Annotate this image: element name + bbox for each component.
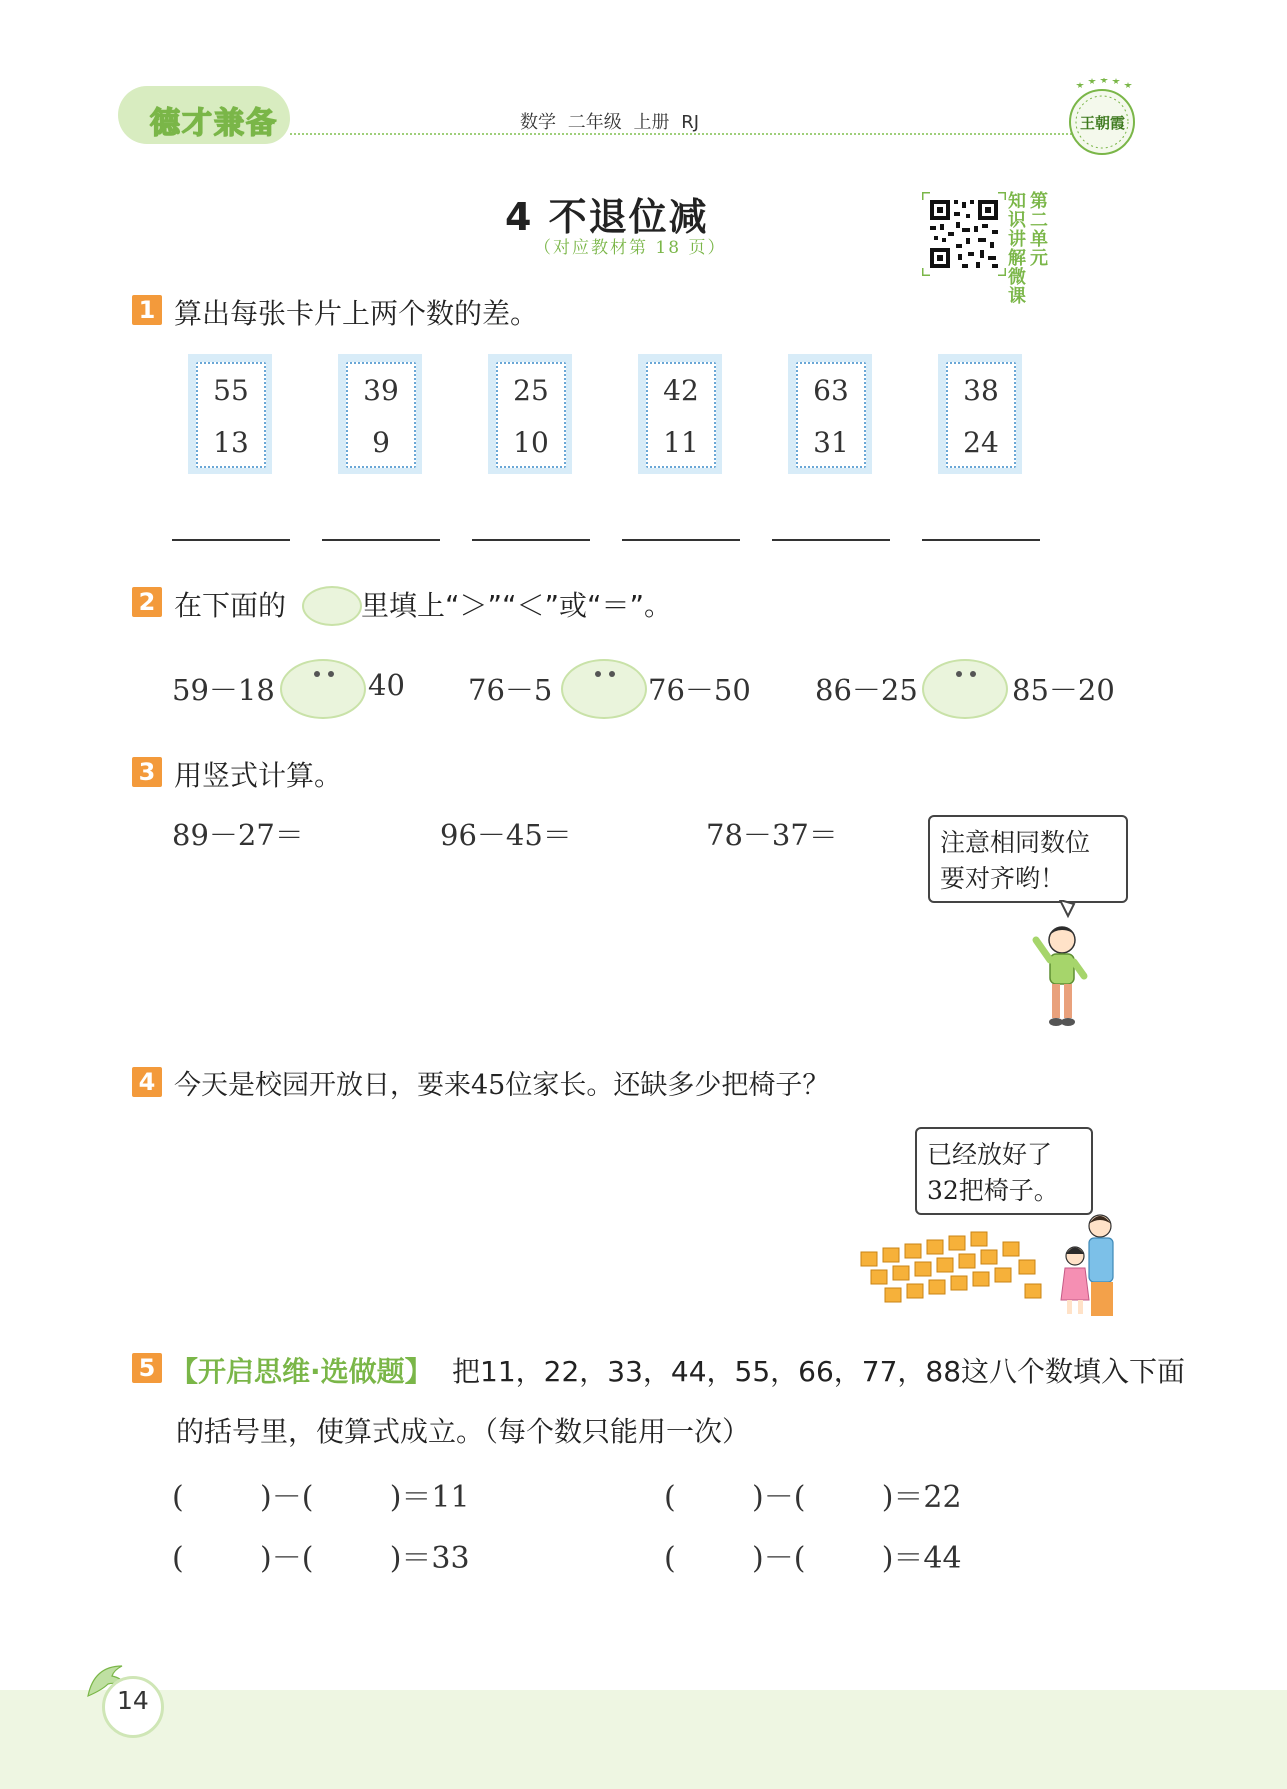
fill-paren-equation[interactable]: ( )－( )＝11 — [172, 1480, 470, 1515]
vertical-calc-problem: 89－27＝ — [172, 818, 304, 852]
compare-left-expression: 76－5 — [468, 673, 553, 707]
question-1-text: 算出每张卡片上两个数的差。 — [174, 297, 539, 330]
bubble-line-2: 32把椅子。 — [927, 1176, 1059, 1205]
card-top-number: 25 — [513, 374, 549, 407]
question-number: 2 — [132, 587, 162, 617]
chairs-and-people-illustration — [855, 1212, 1135, 1320]
question-number: 3 — [132, 757, 162, 787]
question-number: 5 — [132, 1353, 162, 1383]
number-card — [938, 354, 1022, 474]
fill-paren-equation[interactable]: ( )－( )＝33 — [172, 1541, 470, 1576]
question-3-text: 用竖式计算。 — [174, 759, 343, 792]
answer-blank[interactable] — [622, 539, 740, 541]
bubble-line-1: 已经放好了 — [927, 1140, 1053, 1169]
side-label-course: 知识讲解微课 — [1008, 191, 1026, 307]
number-card — [638, 354, 722, 474]
compare-right-expression: 85－20 — [1012, 673, 1115, 707]
compare-left-expression: 59－18 — [172, 673, 275, 707]
side-label-unit: 第二单元 — [1030, 191, 1048, 269]
card-top-number: 39 — [363, 374, 399, 407]
number-card — [488, 354, 572, 474]
tip-line-1: 注意相同数位 — [940, 828, 1091, 857]
question-5-text-line2: 的括号里，使算式成立。（每个数只能用一次） — [176, 1415, 751, 1448]
fill-paren-equation[interactable]: ( )－( )＝44 — [664, 1541, 962, 1576]
question-number: 4 — [132, 1067, 162, 1097]
card-top-number: 38 — [963, 374, 999, 407]
question-2-text-after: 里填上“＞”“＜”或“＝”。 — [361, 589, 673, 622]
frog-answer-circle[interactable] — [280, 659, 366, 719]
answer-blank[interactable] — [472, 539, 590, 541]
tip-speech-bubble — [928, 815, 1128, 903]
textbook-reference: （对应教材第 18 页） — [534, 238, 727, 258]
answer-blank[interactable] — [922, 539, 1040, 541]
number-card — [188, 354, 272, 474]
qr-code-icon[interactable] — [922, 192, 1006, 276]
footer-background — [0, 1690, 1287, 1789]
badge-name: 王朝霞 — [1080, 114, 1126, 132]
series-logo: 德才兼备 — [150, 106, 278, 141]
vertical-calc-problem: 78－37＝ — [706, 818, 838, 852]
question-5-text-line1: 把11，22，33，44，55，66，77，88这八个数填入下面 — [452, 1355, 1186, 1388]
card-bottom-number: 10 — [513, 426, 549, 459]
card-top-number: 55 — [213, 374, 249, 407]
volume-label: 上册 — [633, 112, 670, 133]
card-bottom-number: 24 — [963, 426, 999, 459]
page-number: 14 — [117, 1686, 149, 1715]
card-bottom-number: 31 — [813, 426, 849, 459]
grade-label: 二年级 — [567, 112, 622, 133]
card-top-number: 42 — [663, 374, 699, 407]
compare-right-expression: 40 — [368, 668, 405, 702]
card-bottom-number: 13 — [213, 426, 249, 459]
answer-blank[interactable] — [772, 539, 890, 541]
optional-question-tag: 【开启思维·选做题】 — [170, 1355, 433, 1388]
question-4-text: 今天是校园开放日，要来45位家长。还缺多少把椅子？ — [174, 1070, 830, 1101]
speech-bubble — [915, 1127, 1093, 1215]
tip-line-2: 要对齐哟！ — [940, 864, 1066, 893]
vertical-calc-problem: 96－45＝ — [440, 818, 572, 852]
answer-blank[interactable] — [172, 539, 290, 541]
compare-right-expression: 76－50 — [648, 673, 751, 707]
compare-left-expression: 86－25 — [815, 673, 918, 707]
card-bottom-number: 11 — [663, 426, 699, 459]
header-book-info — [520, 108, 699, 134]
card-top-number: 63 — [813, 374, 849, 407]
fill-paren-equation[interactable]: ( )－( )＝22 — [664, 1480, 962, 1515]
page-title: 4 不退位减 — [505, 195, 709, 239]
frog-answer-circle[interactable] — [922, 659, 1008, 719]
edition-label: RJ — [681, 112, 700, 133]
frog-circle-icon — [302, 586, 362, 626]
card-bottom-number: 9 — [372, 426, 390, 459]
question-number: 1 — [132, 295, 162, 325]
subject-label: 数学 — [520, 112, 556, 133]
number-card — [788, 354, 872, 474]
answer-blank[interactable] — [322, 539, 440, 541]
boy-character-icon — [1030, 900, 1090, 1030]
question-2-text-before: 在下面的 — [174, 589, 287, 622]
frog-answer-circle[interactable] — [561, 659, 647, 719]
number-card — [338, 354, 422, 474]
